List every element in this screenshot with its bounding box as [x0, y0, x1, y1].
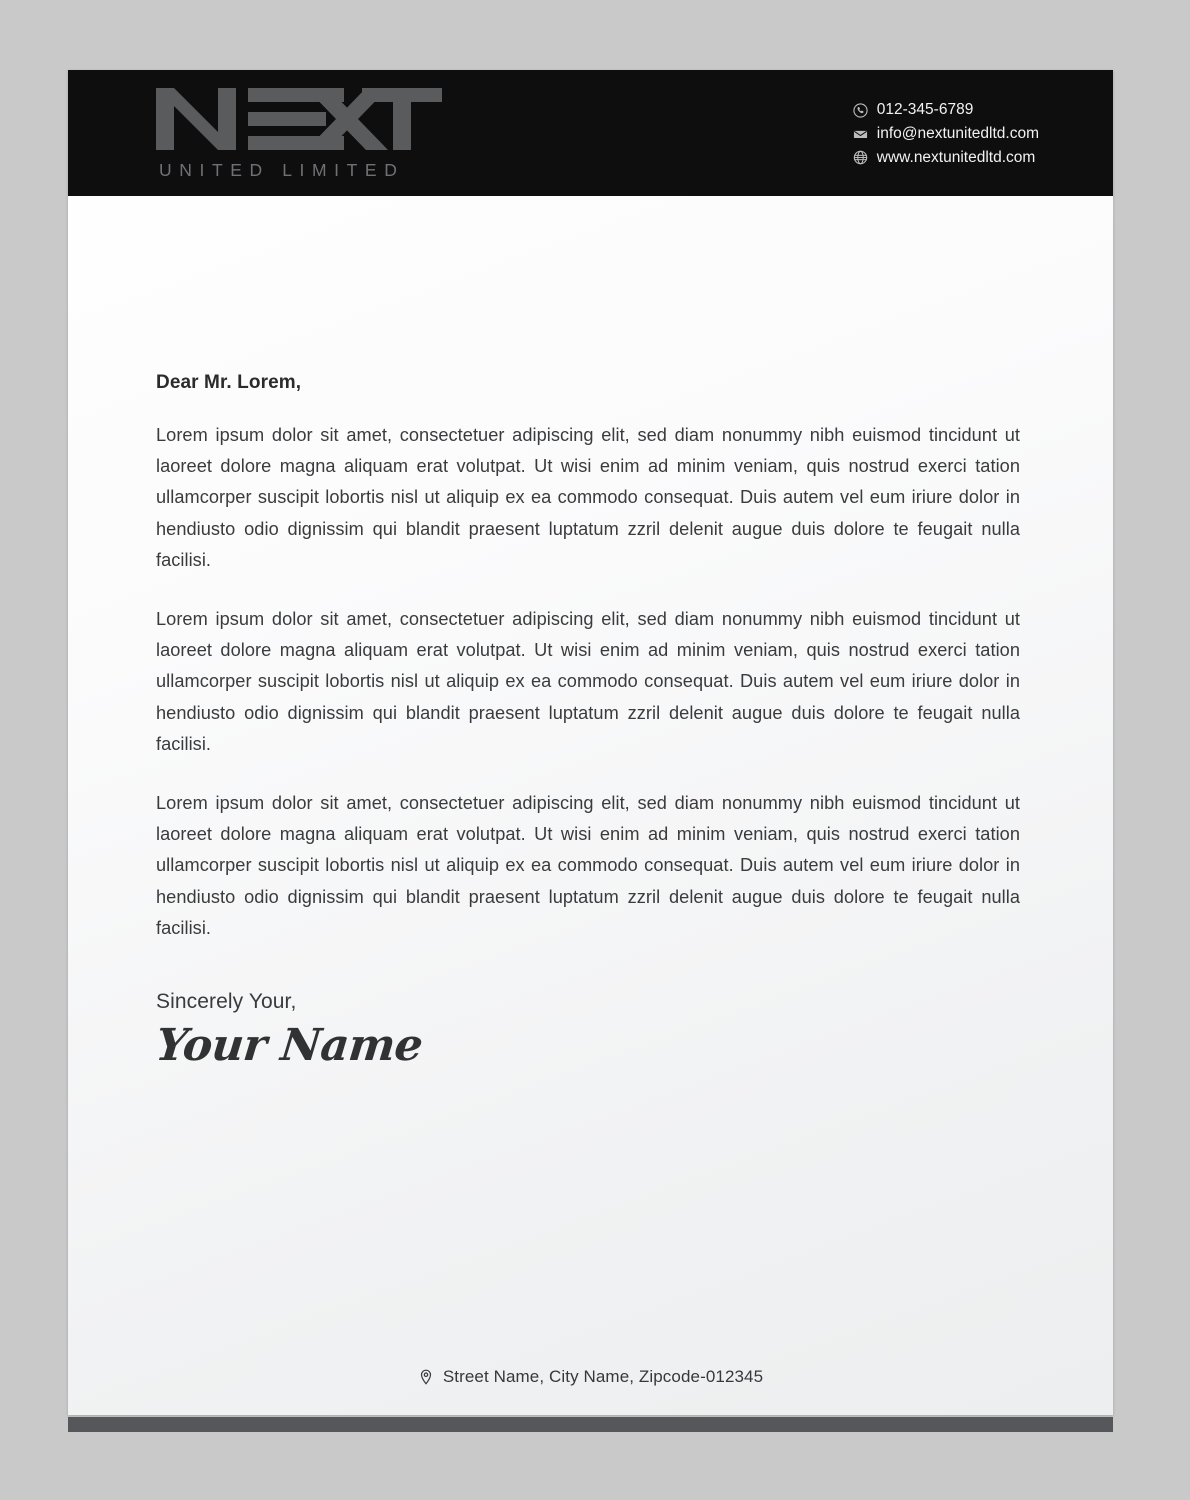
letter-salutation: Dear Mr. Lorem, [156, 372, 302, 393]
letter-paragraph: Lorem ipsum dolor sit amet, consectetuer adipiscing elit, sed diam nonummy nibh euismod tincidunt ut laoreet dolore magna aliquam erat volutpat. Ut wisi enim ad minim veniam, quis nostrud exerci tation ullamcorper suscipit lobortis nisl ut aliquip ex ea commodo consequat. Duis autem vel eum iriure dolor in hendiusto odio dignissim qui blandit praesent luptatum zzril delenit augue duis dolore te feugait nulla facilisi. [156, 609, 1020, 754]
footer-address-text: Street Name, City Name, Zipcode-012345 [442, 1367, 764, 1386]
header-contact-list [853, 99, 1087, 166]
company-tagline: UNITED LIMITED [159, 159, 405, 180]
letter-paragraph: Lorem ipsum dolor sit amet, consectetuer adipiscing elit, sed diam nonummy nibh euismod tincidunt ut laoreet dolore magna aliquam erat volutpat. Ut wisi enim ad minim veniam, quis nostrud exerci tation ullamcorper suscipit lobortis nisl ut aliquip ex ea commodo consequat. Duis autem vel eum iriure dolor in hendiusto odio dignissim qui blandit praesent luptatum zzril delenit augue duis dolore te feugait nulla facilisi. [156, 793, 1020, 938]
phone-value: 012-345-6789 [876, 101, 974, 119]
contact-phone[interactable] [853, 101, 1039, 119]
letter-closing: Sincerely Your, [156, 990, 297, 1014]
letter-paragraph: Lorem ipsum dolor sit amet, consectetuer adipiscing elit, sed diam nonummy nibh euismod tincidunt ut laoreet dolore magna aliquam erat volutpat. Ut wisi enim ad minim veniam, quis nostrud exerci tation ullamcorper suscipit lobortis nisl ut aliquip ex ea commodo consequat. Duis autem vel eum iriure dolor in hendiusto odio dignissim qui blandit praesent luptatum zzril delenit augue duis dolore te feugait nulla facilisi. [156, 425, 1020, 570]
letterhead-header [68, 70, 1113, 196]
contact-email[interactable] [853, 125, 1039, 143]
phone-icon [853, 103, 868, 118]
contact-website[interactable] [853, 149, 1039, 167]
location-pin-icon [418, 1369, 434, 1385]
signature-name: Your Name [153, 1020, 425, 1072]
email-value: info@nextunitedltd.com [876, 125, 1039, 143]
company-logo [156, 86, 442, 181]
letterhead-page [68, 70, 1113, 1415]
email-icon [853, 127, 868, 142]
globe-icon [853, 150, 868, 165]
letter-body [68, 372, 1113, 1070]
website-value: www.nextunitedltd.com [876, 148, 1036, 166]
footer-accent-bar [68, 1417, 1113, 1432]
next-wordmark-icon [156, 88, 442, 155]
footer-address-row [68, 1367, 1113, 1387]
